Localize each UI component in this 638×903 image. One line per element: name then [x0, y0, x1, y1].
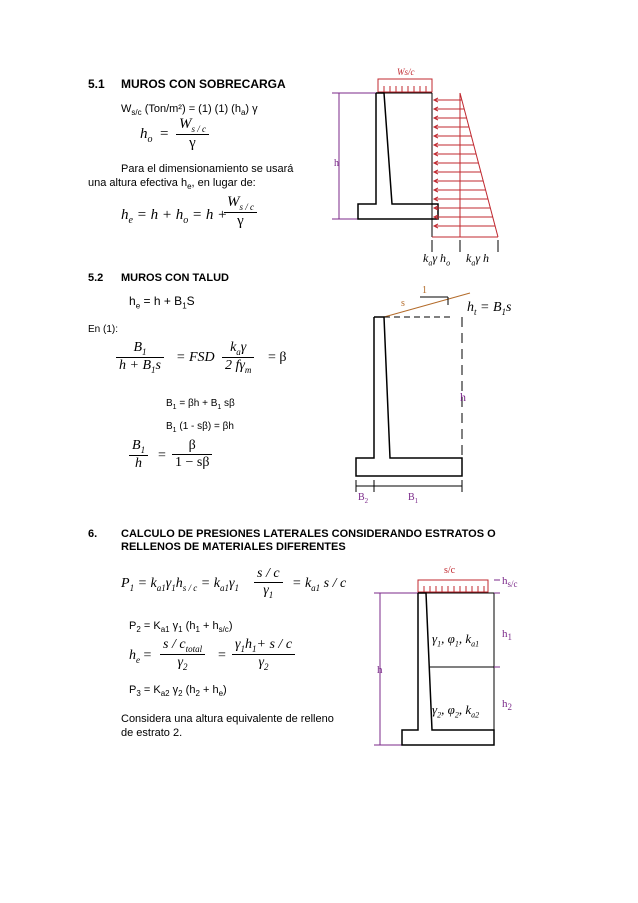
fraction-ka-gamma: $k_a\gamma$ 2 $f\gamma_m$ — [222, 340, 254, 375]
layer-2-properties: $\gamma_2$, $\varphi_2$, $k_{a2}$ — [432, 702, 480, 720]
layer-1-properties: $\gamma_1$, $\varphi_1$, $k_{a1}$ — [432, 631, 480, 649]
wsc-definition: $W_{s/c}$ (Ton/m²) = (1) (1) $(h_a)$ γ — [121, 103, 258, 118]
equation-p3: $P_3 = K_{a2}$ $\gamma_2$ $(h_2 + h_e)$ — [129, 684, 227, 699]
section-number-6: 6. — [88, 528, 98, 540]
h1-label: $h_1$ — [502, 628, 512, 643]
h-label-3: h — [377, 664, 383, 676]
section-number-5-1: 5.1 — [88, 77, 105, 91]
note-line-1: Considera una altura equivalente de relleno — [121, 713, 334, 725]
equals-sign-2: = — [218, 648, 226, 663]
slope-s-label: s — [401, 298, 405, 309]
fraction-sc-over-gamma1: $\frac{s / c}{\gamma_1}$ — [254, 566, 283, 600]
equation-p2: $P_2 = K_{a1}$ $\gamma_1$ $(h_1 + h_{s/c})$ — [129, 620, 233, 635]
b1-equation-2: $B_1$ (1 - sβ) = βh — [166, 421, 234, 434]
equation-he-talud: $h_e = h + B_1S$ — [129, 294, 195, 311]
pressure-label-soil: $k_a\gamma$ h — [466, 251, 490, 268]
fraction-b1-over-h: $\frac{B_1}{h + B_1s}$ — [116, 340, 164, 375]
b1-label: $B_1$ — [408, 492, 419, 505]
equation-ho: $h_o$ = — [140, 126, 169, 145]
sc-label-3: s/c — [444, 565, 456, 576]
wall-height-label-2: h — [460, 390, 466, 404]
paragraph-line-2: una altura efectiva $h_e$, en lugar de: — [88, 177, 256, 192]
section-title-6-line-1: CALCULO DE PRESIONES LATERALES CONSIDERANDO ESTRATOS O — [121, 528, 496, 540]
fsd-term: = FSD — [176, 350, 215, 365]
wall-height-label: h — [334, 158, 339, 169]
equation-he: $h_e = h + h_o = h$ + — [121, 207, 228, 226]
fraction-gamma1-h1: $\frac{\gamma_1h_1+ s / c}{\gamma_2}$ — [232, 637, 295, 672]
equation-p1-left: $P_1 = k_{a1}\gamma_1h_{s / c} = k_{a1}\gamma_1$ — [121, 576, 239, 593]
retaining-wall-3 — [402, 593, 494, 745]
section-title-muros-con-talud: MUROS CON TALUD — [121, 272, 229, 284]
b1-equation-1: $B_1 = \beta h + B_1$ sβ — [166, 398, 235, 411]
equals-sign: = — [158, 448, 166, 463]
surcharge-arrows-3 — [424, 586, 484, 592]
equation-p1-right: = $k_{a1}$ s / c — [292, 576, 347, 593]
ht-equation: $h_t = B_1s$ — [467, 300, 512, 317]
paragraph-line-1: Para el dimensionamiento se usará — [121, 163, 294, 175]
h2-label: $h_2$ — [502, 698, 512, 713]
note-line-2: de estrato 2. — [121, 727, 183, 739]
section-title-6-line-2: RELLENOS DE MATERIALES DIFERENTES — [121, 541, 346, 553]
en-1-label: En (1): — [88, 324, 119, 335]
fraction-beta: $\frac{\beta}{1 - s\beta}$ — [172, 438, 212, 471]
fraction-sc-total: s / $c_{total}$ $\gamma_2$ — [160, 637, 205, 672]
section-title-muros-con-sobrecarga: MUROS CON SOBRECARGA — [121, 77, 286, 91]
equals-beta: = β — [268, 350, 287, 365]
surcharge-label: Ws/c — [397, 67, 415, 77]
fraction-b1-over-h-2: $\frac{B_1}{h}$ — [129, 438, 148, 472]
hsc-label: $h_{s/c}$ — [502, 575, 518, 590]
he-fraction: $\frac{W_{s / c}}{\gamma}$ — [224, 194, 257, 230]
pressure-label-surcharge: $k_a\gamma$ $h_o$ — [423, 251, 451, 268]
ho-fraction: $\frac{W_{s / c}}{\gamma}$ — [176, 116, 209, 152]
equation-he-lhs: $h_e$ = — [129, 648, 152, 665]
b2-label: $B_2$ — [358, 492, 369, 505]
section-number-5-2: 5.2 — [88, 272, 104, 284]
slope-one-label: 1 — [422, 285, 427, 296]
